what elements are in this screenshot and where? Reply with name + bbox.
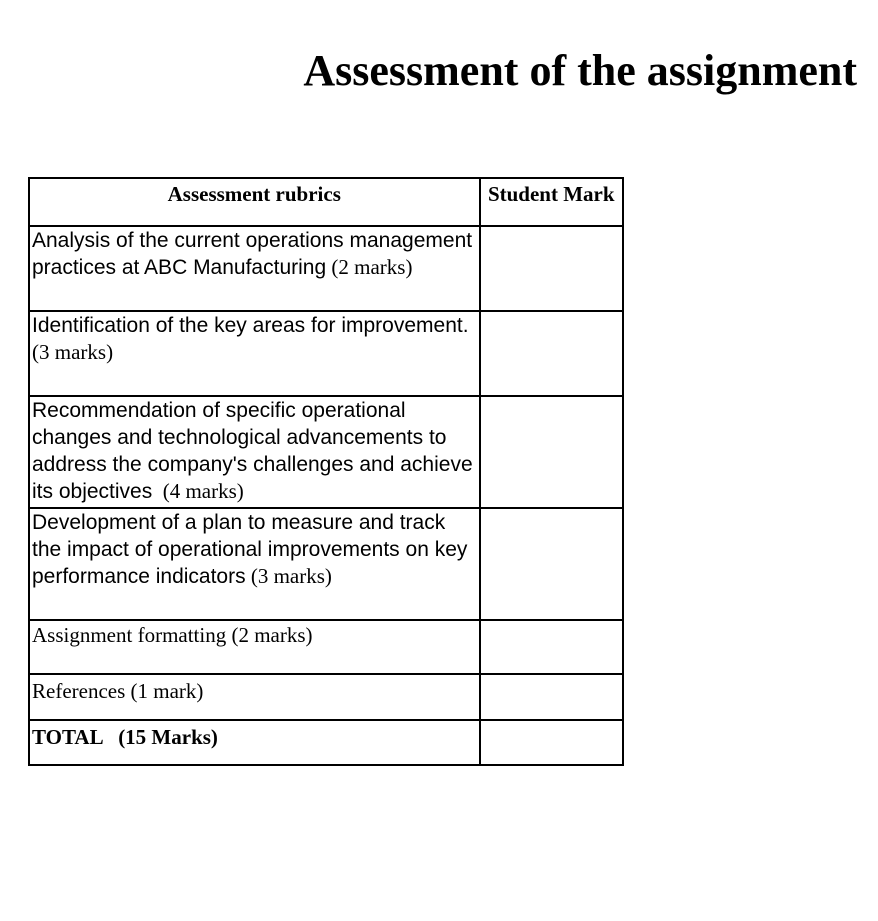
- rubric-text: Analysis of the current operations management practices at ABC Manufacturing: [32, 229, 473, 279]
- table-row: [29, 674, 623, 720]
- table-header-row: [29, 178, 623, 226]
- student-mark-cell[interactable]: [480, 620, 623, 674]
- rubric-marks: (3 marks): [32, 340, 114, 364]
- rubric-cell: [29, 311, 480, 396]
- student-mark-cell[interactable]: [480, 674, 623, 720]
- rubric-marks: (3 marks): [245, 564, 332, 588]
- rubric-text: Identification of the key areas for improvement.: [32, 314, 469, 337]
- rubric-marks: (2 marks): [326, 255, 413, 279]
- student-mark-cell[interactable]: [480, 508, 623, 620]
- rubric-text: Recommendation of specific operational changes and technological advancements to address the company's challenges and achieve its objectives: [32, 399, 473, 503]
- rubric-text: Assignment formatting (2 marks): [32, 623, 313, 647]
- table-row: [29, 396, 623, 508]
- rubric-text: References (1 mark): [32, 679, 204, 703]
- total-label: TOTAL: [32, 725, 103, 749]
- rubric-cell: [29, 620, 480, 674]
- total-student-mark-cell[interactable]: [480, 720, 623, 765]
- table-row: [29, 508, 623, 620]
- student-mark-cell[interactable]: [480, 311, 623, 396]
- page-title: Assessment of the assignment: [303, 46, 857, 95]
- table-row: [29, 620, 623, 674]
- student-mark-cell[interactable]: [480, 396, 623, 508]
- table-row: [29, 226, 623, 311]
- rubric-cell: [29, 226, 480, 311]
- total-cell: [29, 720, 480, 765]
- rubric-cell: [29, 396, 480, 508]
- table-row: [29, 311, 623, 396]
- rubric-cell: [29, 508, 480, 620]
- student-mark-cell[interactable]: [480, 226, 623, 311]
- rubric-cell: [29, 674, 480, 720]
- total-row: [29, 720, 623, 765]
- total-marks: (15 Marks): [118, 725, 218, 749]
- assessment-rubric-table: [28, 177, 624, 766]
- student-mark-column-header: Student Mark: [480, 178, 623, 226]
- rubric-text: Development of a plan to measure and track the impact of operational improvements on key performance indicators: [32, 511, 468, 588]
- rubric-marks: (4 marks): [152, 479, 244, 503]
- rubric-column-header: Assessment rubrics: [29, 178, 480, 226]
